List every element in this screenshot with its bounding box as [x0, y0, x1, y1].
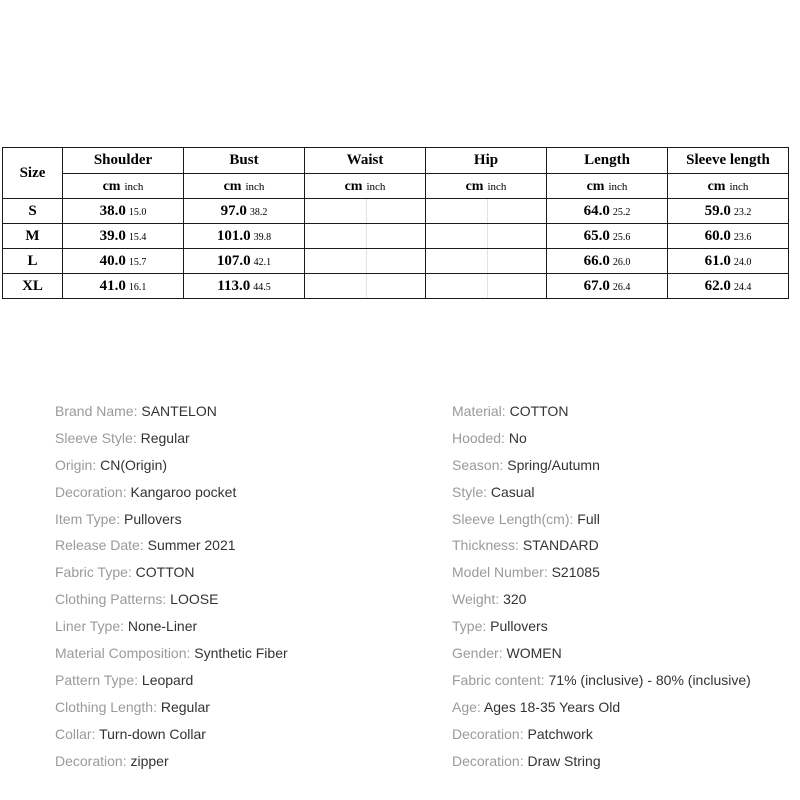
- cm-value: 38.0: [99, 203, 126, 219]
- spec-row: [55, 588, 288, 615]
- inch-value: 39.8: [253, 232, 272, 243]
- inch-value: 24.4: [733, 282, 752, 293]
- measure-cell-sleeve: [668, 224, 789, 249]
- spec-value: Pullovers: [490, 618, 548, 635]
- spec-value: Ages 18-35 Years Old: [483, 698, 621, 715]
- spec-value: Casual: [490, 483, 535, 500]
- inch-value: 26.4: [612, 282, 631, 293]
- spec-value: Full: [577, 510, 600, 527]
- measure-cell-shoulder: [63, 249, 184, 274]
- cell-divider: [487, 249, 488, 273]
- measure-cell-shoulder: [63, 224, 184, 249]
- cm-value: 65.0: [583, 228, 610, 244]
- spec-value: CN(Origin): [100, 456, 168, 473]
- spec-value: None-Liner: [127, 618, 198, 635]
- column-header-waist: Waist: [305, 148, 426, 174]
- cm-value: 62.0: [704, 278, 731, 294]
- unit-row: [3, 174, 789, 199]
- inch-value: 15.4: [128, 232, 147, 243]
- spec-row: [452, 642, 751, 669]
- spec-value: COTTON: [135, 564, 195, 581]
- spec-key: Origin:: [55, 456, 101, 473]
- unit-inch-label: inch: [608, 181, 628, 193]
- spec-row: [452, 400, 751, 427]
- spec-row: [452, 588, 751, 615]
- cm-value: 64.0: [583, 203, 610, 219]
- spec-value: COTTON: [509, 403, 569, 419]
- spec-value: Turn-down Collar: [99, 725, 206, 742]
- measure-cell-waist: [305, 249, 426, 274]
- spec-row: [55, 669, 288, 696]
- specs-column-left: [55, 400, 288, 776]
- measure-cell-sleeve: [668, 274, 789, 299]
- spec-key: Hooded:: [452, 429, 509, 446]
- unit-inch-label: inch: [124, 181, 144, 193]
- column-header-hip: Hip: [426, 148, 547, 174]
- spec-value: Kangaroo pocket: [130, 483, 237, 500]
- inch-value: 23.2: [733, 207, 752, 218]
- cm-value: 61.0: [704, 253, 731, 269]
- spec-key: Age:: [452, 698, 484, 715]
- measure-cell-waist: [305, 274, 426, 299]
- measure-cell-hip: [426, 224, 547, 249]
- cm-value: 60.0: [704, 228, 731, 244]
- table-row: [3, 224, 789, 249]
- inch-value: 42.1: [253, 257, 272, 268]
- spec-key: Item Type:: [55, 510, 124, 527]
- spec-row: [452, 723, 751, 750]
- spec-key: Sleeve Length(cm):: [452, 510, 578, 527]
- spec-row: [55, 642, 288, 669]
- spec-row: [452, 750, 751, 777]
- column-header-bust: Bust: [184, 148, 305, 174]
- cell-divider: [487, 274, 488, 298]
- unit-cm-label: cm: [586, 179, 605, 194]
- spec-row: [55, 750, 288, 777]
- table-header-row: [3, 148, 789, 174]
- spec-value: Leopard: [141, 671, 194, 688]
- inch-value: 44.5: [253, 282, 271, 293]
- spec-key: Liner Type:: [55, 618, 128, 635]
- unit-header-cell: [668, 174, 789, 199]
- spec-key: Collar:: [55, 725, 100, 742]
- spec-key: Decoration:: [452, 752, 528, 769]
- measure-cell-bust: [184, 199, 305, 224]
- unit-header-cell: [184, 174, 305, 199]
- spec-row: [452, 696, 751, 723]
- spec-key: Material:: [452, 403, 510, 419]
- spec-value: SANTELON: [141, 403, 217, 419]
- unit-cm-label: cm: [465, 179, 484, 194]
- spec-key: Decoration:: [55, 483, 131, 500]
- product-specifications: [0, 400, 800, 780]
- spec-row: [55, 400, 288, 427]
- measure-cell-shoulder: [63, 199, 184, 224]
- size-column-header: Size: [3, 148, 63, 199]
- cell-divider: [487, 199, 488, 223]
- inch-value: 23.6: [733, 232, 752, 243]
- spec-value: LOOSE: [170, 591, 219, 608]
- spec-value: Pullovers: [124, 510, 182, 527]
- spec-value: 320: [503, 591, 527, 608]
- measure-cell-waist: [305, 199, 426, 224]
- spec-row: [55, 723, 288, 750]
- spec-row: [55, 561, 288, 588]
- spec-row: [452, 454, 751, 481]
- spec-key: Fabric content:: [452, 671, 549, 688]
- spec-key: Decoration:: [452, 725, 528, 742]
- spec-row: [55, 534, 288, 561]
- inch-value: 26.0: [612, 257, 631, 268]
- inch-value: 25.2: [612, 207, 631, 218]
- measure-cell-length: [547, 274, 668, 299]
- table-row: [3, 249, 789, 274]
- spec-key: Fabric Type:: [55, 564, 136, 581]
- cm-value: 39.0: [99, 228, 126, 244]
- cell-divider: [487, 224, 488, 248]
- cm-value: 66.0: [583, 253, 610, 269]
- spec-key: Release Date:: [55, 537, 148, 554]
- cm-value: 107.0: [216, 253, 251, 269]
- spec-key: Weight:: [452, 591, 504, 608]
- spec-value: Regular: [160, 698, 210, 715]
- measure-cell-hip: [426, 249, 547, 274]
- spec-value: STANDARD: [522, 537, 599, 554]
- measure-cell-sleeve: [668, 249, 789, 274]
- spec-value: Patchwork: [527, 725, 593, 742]
- measure-cell-hip: [426, 274, 547, 299]
- measure-cell-bust: [184, 224, 305, 249]
- cm-value: 113.0: [217, 278, 251, 294]
- inch-value: 24.0: [733, 257, 752, 268]
- column-header-shoulder: Shoulder: [63, 148, 184, 174]
- spec-key: Brand Name:: [55, 403, 142, 419]
- spec-row: [452, 427, 751, 454]
- cm-value: 41.0: [99, 278, 126, 294]
- spec-value: 71% (inclusive) - 80% (inclusive): [548, 671, 751, 688]
- spec-row: [452, 561, 751, 588]
- spec-key: Model Number:: [452, 564, 552, 581]
- inch-value: 16.1: [128, 282, 147, 293]
- spec-row: [452, 669, 751, 696]
- spec-row: [452, 534, 751, 561]
- cell-divider: [366, 249, 367, 273]
- cm-value: 97.0: [220, 203, 247, 219]
- size-label: L: [3, 249, 63, 274]
- spec-key: Material Composition:: [55, 645, 195, 662]
- spec-value: WOMEN: [506, 645, 562, 662]
- spec-key: Gender:: [452, 645, 507, 662]
- measure-cell-shoulder: [63, 274, 184, 299]
- unit-inch-label: inch: [366, 181, 386, 193]
- spec-row: [55, 696, 288, 723]
- measure-cell-hip: [426, 199, 547, 224]
- size-table-body: [3, 199, 789, 299]
- unit-cm-label: cm: [707, 179, 726, 194]
- spec-key: Type:: [452, 618, 491, 635]
- cm-value: 101.0: [216, 228, 251, 244]
- unit-inch-label: inch: [245, 181, 265, 193]
- unit-cm-label: cm: [344, 179, 363, 194]
- size-label: XL: [3, 274, 63, 299]
- spec-value: Spring/Autumn: [507, 456, 600, 473]
- inch-value: 38.2: [249, 207, 268, 218]
- spec-value: Synthetic Fiber: [194, 645, 288, 662]
- size-chart-table: [2, 147, 789, 299]
- unit-header-cell: [305, 174, 426, 199]
- spec-value: Summer 2021: [147, 537, 236, 554]
- spec-key: Sleeve Style:: [55, 429, 141, 446]
- measure-cell-bust: [184, 274, 305, 299]
- spec-value: Regular: [140, 429, 190, 446]
- spec-row: [452, 481, 751, 508]
- unit-cm-label: cm: [102, 179, 121, 194]
- spec-value: Draw String: [527, 752, 601, 769]
- cell-divider: [366, 199, 367, 223]
- cm-value: 59.0: [704, 203, 731, 219]
- cell-divider: [366, 224, 367, 248]
- measure-cell-waist: [305, 224, 426, 249]
- unit-header-cell: [426, 174, 547, 199]
- inch-value: 15.7: [128, 257, 147, 268]
- spec-key: Clothing Patterns:: [55, 591, 171, 608]
- spec-value: zipper: [130, 752, 169, 769]
- spec-key: Season:: [452, 456, 508, 473]
- measure-cell-length: [547, 199, 668, 224]
- unit-inch-label: inch: [729, 181, 749, 193]
- spec-row: [55, 508, 288, 535]
- spec-row: [452, 615, 751, 642]
- table-row: [3, 199, 789, 224]
- measure-cell-length: [547, 249, 668, 274]
- inch-value: 15.0: [128, 207, 147, 218]
- unit-cm-label: cm: [223, 179, 242, 194]
- spec-key: Clothing Length:: [55, 698, 161, 715]
- column-header-length: Length: [547, 148, 668, 174]
- spec-key: Pattern Type:: [55, 671, 142, 688]
- size-label: S: [3, 199, 63, 224]
- measure-cell-sleeve: [668, 199, 789, 224]
- measure-cell-length: [547, 224, 668, 249]
- table-row: [3, 274, 789, 299]
- column-header-sleeve-length: Sleeve length: [668, 148, 789, 174]
- spec-row: [55, 481, 288, 508]
- unit-header-cell: [547, 174, 668, 199]
- spec-key: Thickness:: [452, 537, 523, 554]
- spec-row: [55, 427, 288, 454]
- spec-row: [452, 508, 751, 535]
- measure-cell-bust: [184, 249, 305, 274]
- spec-key: Style:: [452, 483, 491, 500]
- spec-row: [55, 615, 288, 642]
- spec-row: [55, 454, 288, 481]
- cell-divider: [366, 274, 367, 298]
- cm-value: 40.0: [99, 253, 126, 269]
- unit-inch-label: inch: [487, 181, 507, 193]
- cm-value: 67.0: [583, 278, 610, 294]
- unit-header-cell: [63, 174, 184, 199]
- specs-column-right: [452, 400, 751, 776]
- inch-value: 25.6: [612, 232, 631, 243]
- spec-key: Decoration:: [55, 752, 131, 769]
- spec-value: No: [508, 429, 527, 446]
- size-label: M: [3, 224, 63, 249]
- spec-value: S21085: [551, 564, 600, 581]
